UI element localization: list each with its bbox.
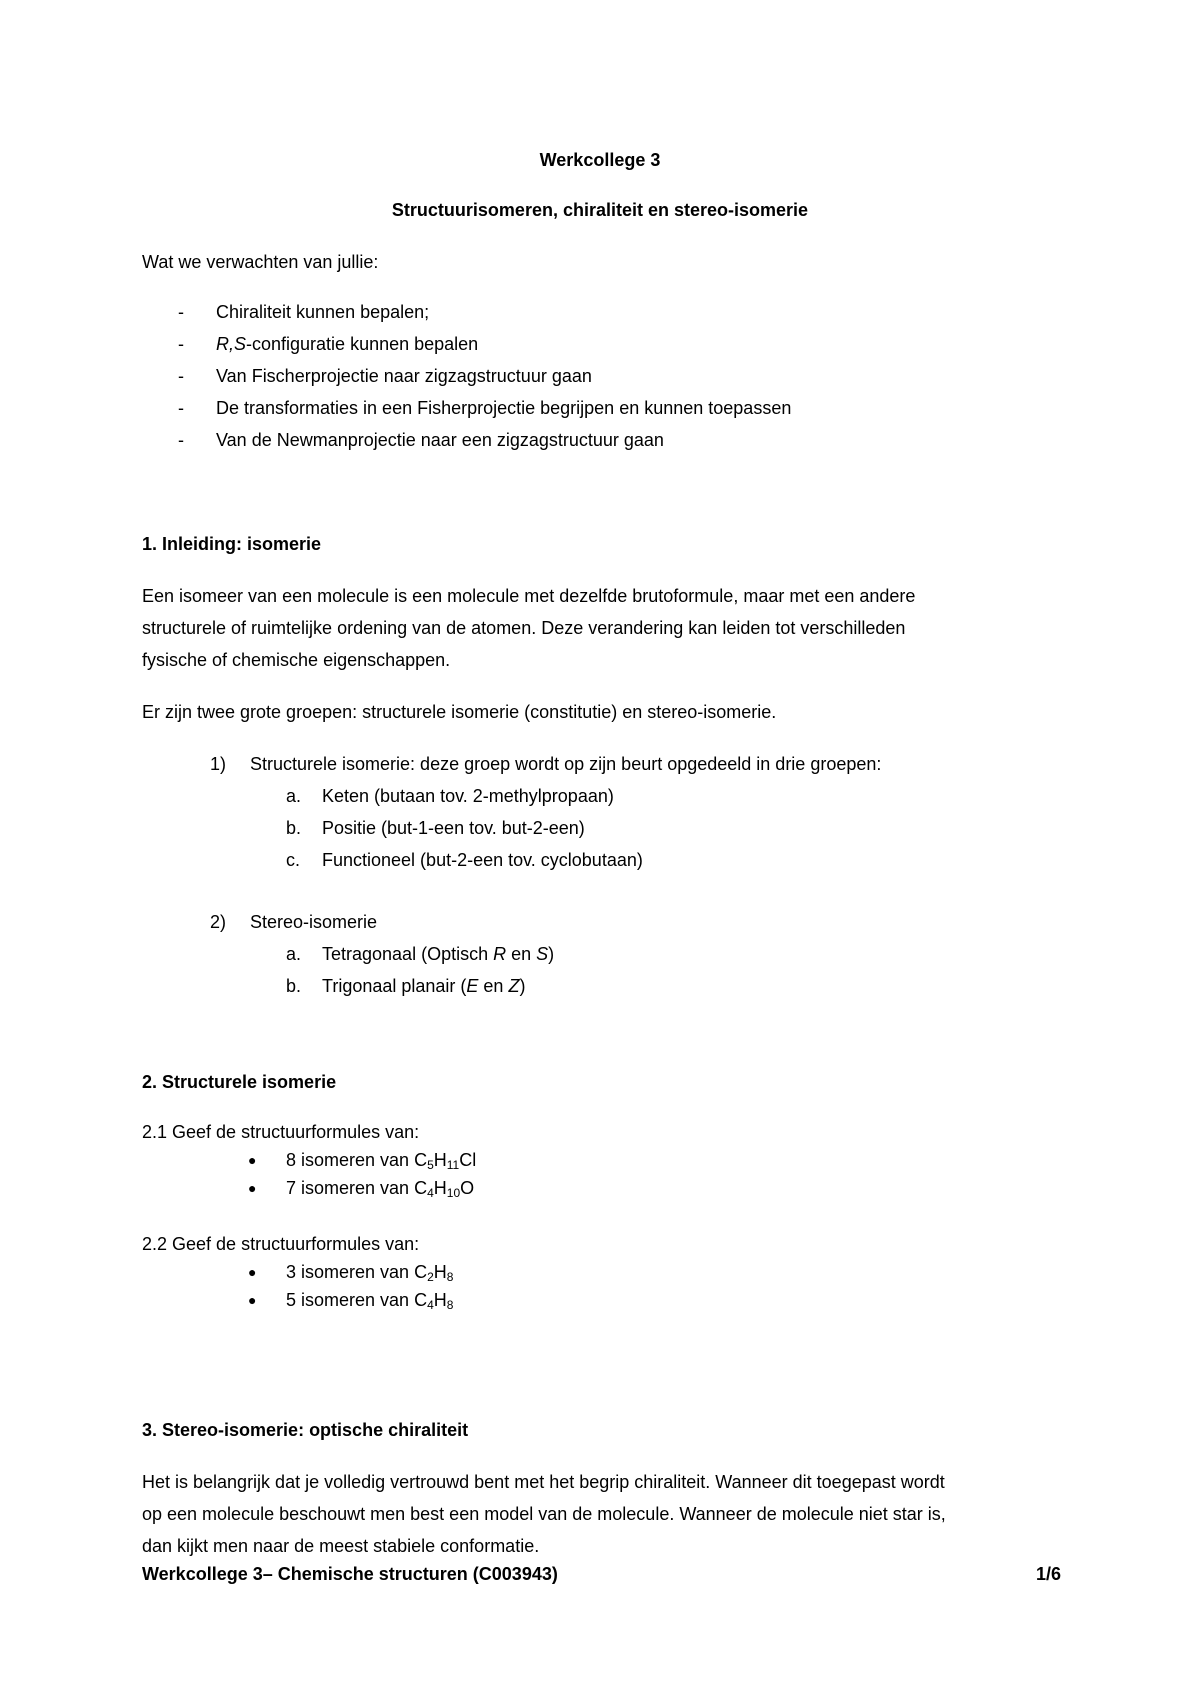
- list-letter: b.: [286, 818, 302, 838]
- dash-bullet: -: [178, 430, 184, 450]
- dash-bullet: -: [178, 398, 184, 418]
- paragraph-line: fysische of chemische eigenschappen.: [142, 650, 451, 670]
- expectations-intro: Wat we verwachten van jullie:: [142, 252, 379, 272]
- paragraph-line: dan kijkt men naar de meest stabiele conformatie.: [142, 1536, 540, 1556]
- expectation-item: Van Fischerprojectie naar zigzagstructuur gaan: [216, 366, 592, 386]
- question-text: 2.1 Geef de structuurformules van:: [142, 1122, 420, 1142]
- footer-course: Werkcollege 3– Chemische structuren (C003943): [142, 1564, 558, 1584]
- paragraph-line: op een molecule beschouwt men best een model van de molecule. Wanneer de molecule niet star is,: [142, 1504, 946, 1524]
- page-title: Werkcollege 3: [539, 150, 661, 170]
- dash-bullet: -: [178, 334, 184, 354]
- paragraph-line: Het is belangrijk dat je volledig vertrouwd bent met het begrip chiraliteit. Wanneer dit toegepast wordt: [142, 1472, 945, 1492]
- list-item: Structurele isomerie: deze groep wordt op zijn beurt opgedeeld in drie groepen:: [250, 754, 882, 774]
- bullet-dot: ●: [248, 1264, 257, 1280]
- sublist-item: Positie (but-1-een tov. but-2-een): [322, 818, 585, 838]
- list-letter: a.: [286, 786, 302, 806]
- sublist-item: Trigonaal planair (E en Z): [322, 976, 526, 996]
- section-heading: 1. Inleiding: isomerie: [142, 534, 322, 554]
- list-letter: b.: [286, 976, 302, 996]
- sublist-item: Keten (butaan tov. 2-methylpropaan): [322, 786, 614, 806]
- sublist-item: Tetragonaal (Optisch R en S): [322, 944, 555, 964]
- list-number: 1): [210, 754, 227, 774]
- section-heading: 2. Structurele isomerie: [142, 1072, 337, 1092]
- expectation-item: R,S-configuratie kunnen bepalen: [216, 334, 479, 354]
- expectation-item: Chiraliteit kunnen bepalen;: [216, 302, 430, 322]
- list-letter: a.: [286, 944, 302, 964]
- list-number: 2): [210, 912, 227, 932]
- question-text: 2.2 Geef de structuurformules van:: [142, 1234, 420, 1254]
- list-letter: c.: [286, 850, 301, 870]
- paragraph-line: Er zijn twee grote groepen: structurele isomerie (constitutie) en stereo-isomerie.: [142, 702, 777, 722]
- bullet-item: 8 isomeren van $C_5H_{11}Cl$: [286, 1150, 477, 1172]
- page-subtitle: Structuurisomeren, chiraliteit en stereo-isomerie: [391, 200, 809, 220]
- dash-bullet: -: [178, 302, 184, 322]
- expectation-item: De transformaties in een Fisherprojectie begrijpen en kunnen toepassen: [216, 398, 792, 418]
- bullet-dot: ●: [248, 1180, 257, 1196]
- bullet-item: 3 isomeren van $C_2H_8$: [286, 1262, 454, 1284]
- expectation-item: Van de Newmanprojectie naar een zigzagstructuur gaan: [216, 430, 664, 450]
- bullet-dot: ●: [248, 1292, 257, 1308]
- footer-page-number: 1/6: [1036, 1564, 1062, 1584]
- paragraph-line: structurele of ruimtelijke ordening van de atomen. Deze verandering kan leiden tot verschilleden: [142, 618, 906, 638]
- sublist-item: Functioneel (but-2-een tov. cyclobutaan): [322, 850, 643, 870]
- section-heading: 3. Stereo-isomerie: optische chiraliteit: [142, 1420, 469, 1440]
- bullet-item: 7 isomeren van $C_4H_{10}O$: [286, 1178, 475, 1200]
- bullet-dot: ●: [248, 1152, 257, 1168]
- dash-bullet: -: [178, 366, 184, 386]
- bullet-item: 5 isomeren van $C_4H_8$: [286, 1290, 454, 1312]
- paragraph-line: Een isomeer van een molecule is een molecule met dezelfde brutoformule, maar met een andere: [142, 586, 916, 606]
- list-item: Stereo-isomerie: [250, 912, 378, 932]
